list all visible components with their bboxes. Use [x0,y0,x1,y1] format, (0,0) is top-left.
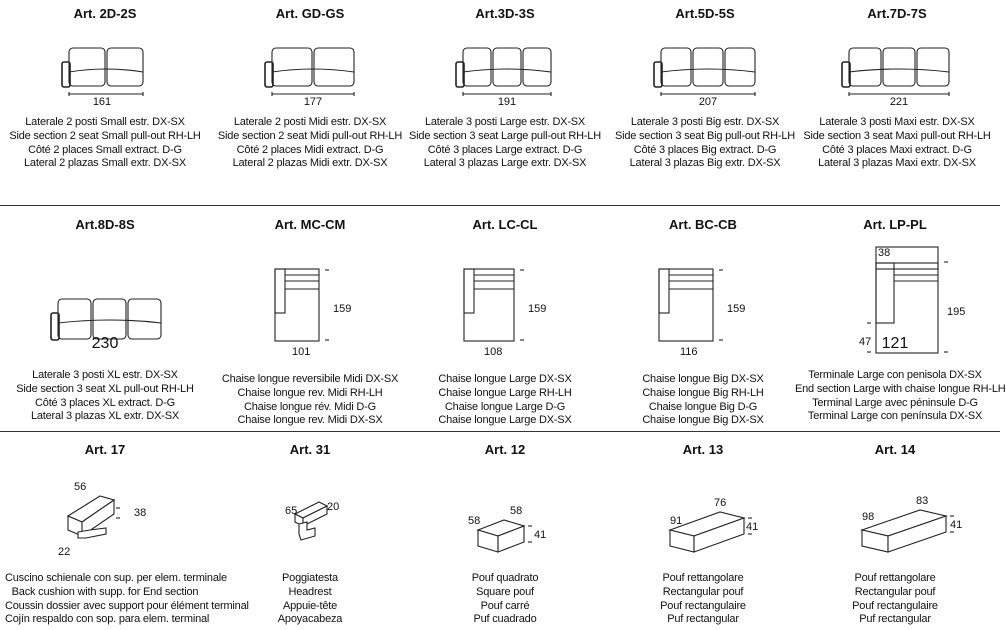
chaise-longue-large-drawing [430,233,580,358]
desc-fr: Côté 3 places Big extract. D-G [633,143,777,156]
product-title: Art. LP-PL [863,217,927,232]
product-3d-3s [405,0,605,171]
product-art-13 [603,436,803,627]
depth-label: 159 [528,303,547,315]
width-label: 221 [889,96,909,108]
desc-it: Pouf rettangolare [662,572,744,584]
sofa-3-seat-xl-drawing [30,233,180,351]
desc-en: Back cushion with supp. for End section [11,585,199,598]
product-title: Art.8D-8S [75,217,135,232]
rectangular-pouf-drawing [628,458,778,566]
product-art-14 [795,436,995,627]
desc-en: Chaise longue Large RH-LH [438,386,572,399]
desc-it: Laterale 3 posti Maxi estr. DX-SX [819,116,975,128]
desc-es: Lateral 2 plazas Midi extr. DX-SX [232,157,388,170]
dim-length-label: 91 [670,515,683,527]
square-pouf-drawing [430,458,580,566]
desc-en: End section Large with chaise longue RH-LH [795,382,1006,395]
desc-es: Terminal Large con península DX-SX [807,410,983,423]
product-2d-2s [5,0,205,171]
desc-es: Lateral 3 plazas Maxi extr. DX-SX [818,157,976,170]
product-title: Art.7D-7S [867,6,927,21]
product-5d-5s [605,0,805,171]
product-title: Art. 17 [84,442,126,457]
dim-length-label: 56 [74,481,87,493]
product-title: Art. 14 [874,442,916,457]
product-gd-gs [210,0,410,171]
product-title: Art. 12 [484,442,526,457]
product-title: Art. 2D-2S [73,6,137,21]
product-mc-cm [210,211,410,428]
product-8d-8s [5,211,205,424]
product-title: Art. GD-GS [275,6,345,21]
dim-height-label: 41 [534,529,547,541]
product-title: Art. MC-CM [274,217,346,232]
desc-es: Puf cuadrado [473,613,537,626]
desc-it: Cuscino schienale con sup. per elem. terminale [5,572,227,584]
desc-it: Chaise longue Large DX-SX [438,373,572,385]
width-label: 121 [881,335,909,352]
product-title: Art. 13 [682,442,724,457]
desc-es: Lateral 2 plazas Small extr. DX-SX [24,157,186,170]
desc-it: Laterale 3 posti XL estr. DX-SX [32,369,178,381]
side-depth-label: 47 [859,336,872,348]
chaise-longue-big-drawing [628,233,778,358]
desc-es: Puf rectangular [859,613,931,626]
width-label: 108 [484,346,503,358]
product-art-31 [210,436,410,627]
product-title: Art. LC-CL [472,217,538,232]
desc-en: Side section 3 seat Large pull-out RH-LH [409,129,601,142]
product-art-12 [405,436,605,627]
desc-fr: Chaise longue rév. Midi D-G [244,400,376,413]
desc-en: Side section 3 seat Big pull-out RH-LH [614,129,796,142]
desc-en: Rectangular pouf [662,585,744,598]
desc-es: Chaise longue rev. Midi DX-SX [237,414,383,427]
rectangular-pouf-large-drawing [810,458,980,566]
desc-en: Side section 3 seat Maxi pull-out RH-LH [803,129,991,142]
desc-es: Apoyacabeza [277,613,343,626]
width-label: 230 [91,335,119,352]
desc-en: Chaise longue Big RH-LH [642,386,764,399]
row-separator [0,205,1000,206]
product-title: Art.5D-5S [675,6,735,21]
desc-fr: Côté 2 places Small extract. D-G [28,143,182,156]
desc-it: Laterale 3 posti Large estr. DX-SX [424,116,586,128]
desc-fr: Chaise longue Large D-G [444,400,566,413]
width-label: 191 [497,96,517,108]
desc-en: Rectangular pouf [854,585,936,598]
row-separator [0,431,1000,432]
desc-fr: Appuie-tête [282,599,338,612]
product-art-17 [5,436,249,627]
depth-label: 159 [727,303,746,315]
width-label: 177 [303,96,323,108]
width-label: 207 [698,96,718,108]
width-label: 101 [292,346,311,358]
dim-width-label: 58 [510,505,523,517]
desc-it: Chaise longue Big DX-SX [642,373,764,385]
desc-es: Cojín respaldo con sop. para elem. terminal [5,613,210,626]
back-cushion-drawing [30,458,180,566]
desc-it: Laterale 3 posti Big estr. DX-SX [630,116,780,128]
dim-height-label: 22 [58,546,71,558]
sofa-3-seat-maxi-drawing [835,22,959,108]
dim-length-label: 58 [468,515,481,527]
desc-it: Poggiatesta [282,572,338,584]
desc-es: Chaise longue Big DX-SX [642,414,764,427]
product-lp-pl [795,211,1006,424]
dim-width-label: 83 [916,495,929,507]
desc-fr: Terminal Large avec péninsule D-G [812,396,978,409]
desc-it: Pouf rettangolare [854,572,936,584]
desc-fr: Côté 3 places Maxi extract. D-G [822,143,972,156]
desc-en: Side section 3 seat XL pull-out RH-LH [16,382,194,395]
desc-fr: Pouf carré [480,599,530,612]
desc-fr: Coussin dossier avec support pour élément terminal [5,599,249,612]
desc-en: Side section 2 seat Midi pull-out RH-LH [217,129,403,142]
desc-fr: Côté 3 places XL extract. D-G [35,396,175,409]
width-label: 161 [92,96,112,108]
desc-en: Chaise longue rev. Midi RH-LH [237,386,383,399]
sofa-3-seat-large-drawing [445,22,565,108]
desc-es: Lateral 3 plazas Big extr. DX-SX [629,157,781,170]
dim-length-label: 98 [862,511,875,523]
sofa-2-seat-drawing [45,22,165,108]
desc-it: Pouf quadrato [471,572,539,584]
dim-height-label: 41 [746,521,759,533]
desc-fr: Côté 3 places Large extract. D-G [427,143,583,156]
dim-height-label: 41 [950,519,963,531]
product-title: Art. 31 [289,442,331,457]
desc-es: Lateral 3 plazas XL extr. DX-SX [30,410,180,423]
desc-it: Terminale Large con penisola DX-SX [808,369,982,381]
dim-width-label: 76 [714,497,727,509]
desc-es: Lateral 3 plazas Large extr. DX-SX [423,157,587,170]
sofa-3-seat-big-drawing [645,22,765,108]
desc-en: Square pouf [476,585,534,598]
dim-depth-label: 20 [327,501,340,513]
desc-it: Laterale 2 posti Small estr. DX-SX [25,116,185,128]
sofa-2-seat-midi-drawing [250,22,370,108]
desc-fr: Côté 2 places Midi extract. D-G [236,143,384,156]
end-section-peninsula-drawing [810,233,980,351]
product-lc-cl [405,211,605,428]
desc-fr: Pouf rectangulaire [852,599,938,612]
product-title: Art.3D-3S [475,6,535,21]
desc-es: Puf rectangular [667,613,739,626]
desc-it: Chaise longue reversibile Midi DX-SX [221,373,399,385]
dim-depth-label: 38 [134,507,147,519]
desc-en: Headrest [288,585,332,598]
product-title: Art. BC-CB [669,217,737,232]
headrest-drawing [235,458,385,566]
depth-label: 159 [333,303,352,315]
width-label: 116 [680,346,698,358]
desc-fr: Chaise longue Big D-G [648,400,758,413]
desc-fr: Pouf rectangulaire [660,599,746,612]
top-depth-label: 38 [878,247,891,259]
product-bc-cb [603,211,803,428]
desc-es: Chaise longue Large DX-SX [438,414,572,427]
dim-length-label: 65 [285,505,298,517]
chaise-longue-midi-drawing [235,233,385,358]
product-7d-7s [797,0,997,171]
desc-it: Laterale 2 posti Midi estr. DX-SX [233,116,387,128]
desc-en: Side section 2 seat Small pull-out RH-LH [9,129,201,142]
depth-label: 195 [947,306,966,318]
